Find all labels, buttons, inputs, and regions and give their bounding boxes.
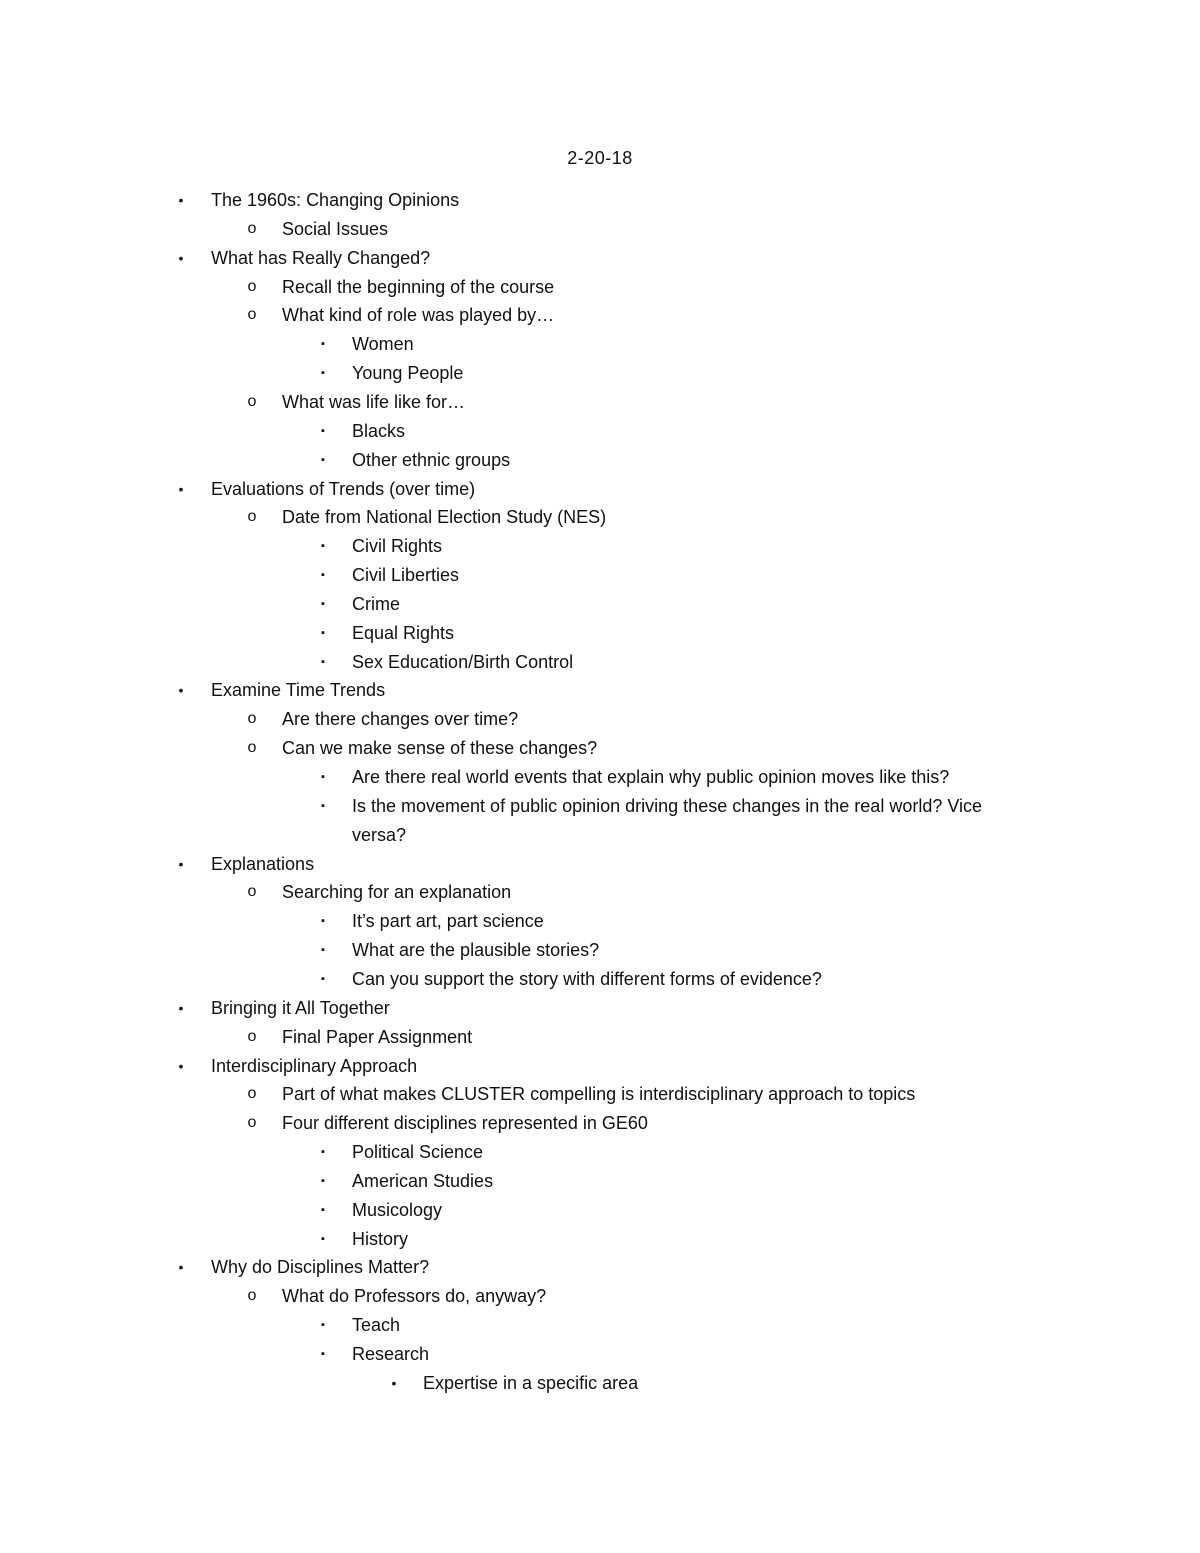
outline-item-level-2: [0, 1138, 1000, 1166]
bullet-marker: ▪: [321, 454, 325, 466]
bullet-marker: ▪: [321, 627, 325, 639]
outline-item-text: Explanations: [211, 854, 315, 874]
outline-item-level-2: [0, 965, 1000, 993]
outline-item-text: American Studies: [352, 1171, 494, 1191]
outline-item-level-0: [0, 676, 1000, 704]
bullet-marker: ▪: [321, 1348, 325, 1360]
bullet-marker: ▪: [321, 338, 325, 350]
bullet-marker: ▪: [321, 569, 325, 581]
outline-item-text: Research: [352, 1344, 430, 1364]
page-title: 2-20-18: [567, 148, 633, 168]
outline-item-level-2: [0, 330, 1000, 358]
outline-item-level-1: [0, 503, 1000, 531]
outline-item-text: versa?: [352, 825, 407, 845]
outline-item-text: Civil Liberties: [352, 565, 460, 585]
outline-item-level-2: [0, 417, 1000, 445]
outline-item-text: Evaluations of Trends (over time): [211, 479, 476, 499]
outline-item-level-0: [0, 244, 1000, 272]
outline-item-text: Is the movement of public opinion driving these changes in the real world? Vice: [352, 796, 983, 816]
outline-item-text: The 1960s: Changing Opinions: [211, 190, 460, 210]
outline-item-level-2: [0, 1167, 1000, 1195]
outline-item-text: Bringing it All Together: [211, 998, 390, 1018]
outline-item-text: What are the plausible stories?: [352, 940, 600, 960]
outline-item-level-2: [0, 590, 1000, 618]
bullet-marker: o: [247, 508, 257, 525]
outline-item-text: Blacks: [352, 421, 406, 441]
outline-item-text: Sex Education/Birth Control: [352, 652, 574, 672]
bullet-marker: o: [247, 306, 257, 323]
outline-item-text: Political Science: [352, 1142, 484, 1162]
bullet-marker: ▪: [321, 656, 325, 668]
bullet-marker: o: [247, 1287, 257, 1304]
outline-item-text: History: [352, 1229, 409, 1249]
outline-item-level-1: [0, 273, 1000, 301]
outline-item-level-2: [0, 821, 1000, 849]
outline-item-level-0: [0, 994, 1000, 1022]
outline-item-level-0: [0, 1253, 1000, 1281]
bullet-marker: •: [178, 856, 184, 872]
outline-item-level-1: [0, 878, 1000, 906]
outline-item-text: Are there real world events that explain why public opinion moves like this?: [352, 767, 950, 787]
outline-item-level-0: [0, 1052, 1000, 1080]
outline-item-level-1: [0, 1023, 1000, 1051]
outline-item-text: Civil Rights: [352, 536, 443, 556]
bullet-marker: o: [247, 278, 257, 295]
bullet-marker: •: [178, 481, 184, 497]
outline-item-text: What do Professors do, anyway?: [282, 1286, 547, 1306]
outline-item-level-0: [0, 186, 1000, 214]
outline-item-text: It’s part art, part science: [352, 911, 544, 931]
outline-item-text: Equal Rights: [352, 623, 455, 643]
outline-item-level-1: [0, 734, 1000, 762]
outline-item-level-0: [0, 475, 1000, 503]
bullet-marker: ▪: [321, 425, 325, 437]
bullet-marker: •: [178, 1000, 184, 1016]
bullet-marker: •: [178, 1259, 184, 1275]
outline-item-level-2: [0, 648, 1000, 676]
bullet-marker: o: [247, 710, 257, 727]
bullet-marker: ▪: [321, 598, 325, 610]
outline-item-level-0: [0, 850, 1000, 878]
bullet-marker: ▪: [321, 1175, 325, 1187]
bullet-marker: ▪: [321, 1204, 325, 1216]
outline-item-text: What kind of role was played by…: [282, 305, 555, 325]
bullet-marker: o: [247, 739, 257, 756]
outline-item-level-2: [0, 561, 1000, 589]
outline-item-level-2: [0, 359, 1000, 387]
outline-item-level-1: [0, 301, 1000, 329]
outline-item-level-2: [0, 446, 1000, 474]
bullet-marker: •: [178, 682, 184, 698]
outline-item-level-2: [0, 907, 1000, 935]
outline-item-text: Teach: [352, 1315, 401, 1335]
outline-item-level-2: [0, 1225, 1000, 1253]
outline-item-text: Final Paper Assignment: [282, 1027, 473, 1047]
outline-item-text: Other ethnic groups: [352, 450, 511, 470]
bullet-marker: •: [391, 1375, 397, 1391]
bullet-marker: •: [178, 192, 184, 208]
outline-item-text: Social Issues: [282, 219, 389, 239]
bullet-marker: ▪: [321, 800, 325, 812]
outline-item-text: Crime: [352, 594, 400, 614]
bullet-marker: ▪: [321, 973, 325, 985]
outline-item-text: What has Really Changed?: [211, 248, 431, 268]
outline-item-level-2: [0, 792, 1000, 820]
bullet-marker: o: [247, 220, 257, 237]
bullet-marker: o: [247, 883, 257, 900]
outline-item-text: Can we make sense of these changes?: [282, 738, 598, 758]
outline-item-text: Searching for an explanation: [282, 882, 512, 902]
outline-item-text: Recall the beginning of the course: [282, 277, 555, 297]
bullet-marker: ▪: [321, 944, 325, 956]
outline-item-text: Can you support the story with different forms of evidence?: [352, 969, 822, 989]
bullet-marker: o: [247, 1114, 257, 1131]
bullet-marker: ▪: [321, 915, 325, 927]
outline-item-level-1: [0, 215, 1000, 243]
outline-item-text: What was life like for…: [282, 392, 466, 412]
outline-item-text: Four different disciplines represented in GE60: [282, 1113, 648, 1133]
outline-item-text: Part of what makes CLUSTER compelling is interdisciplinary approach to topics: [282, 1084, 916, 1104]
bullet-marker: o: [247, 1028, 257, 1045]
outline-item-text: Date from National Election Study (NES): [282, 507, 607, 527]
bullet-marker: ▪: [321, 540, 325, 552]
bullet-marker: ▪: [321, 1233, 325, 1245]
outline-item-text: Musicology: [352, 1200, 443, 1220]
outline-item-level-3: [0, 1369, 1000, 1397]
bullet-marker: •: [178, 1058, 184, 1074]
bullet-marker: •: [178, 250, 184, 266]
outline-item-text: Women: [352, 334, 414, 354]
bullet-marker: ▪: [321, 1319, 325, 1331]
outline-item-level-2: [0, 1196, 1000, 1224]
outline-item-level-1: [0, 1282, 1000, 1310]
outline-item-level-2: [0, 936, 1000, 964]
outline-item-text: Why do Disciplines Matter?: [211, 1257, 430, 1277]
outline-item-level-1: [0, 1080, 1000, 1108]
outline-item-level-1: [0, 388, 1000, 416]
bullet-marker: ▪: [321, 1146, 325, 1158]
bullet-marker: ▪: [321, 367, 325, 379]
outline-item-text: Young People: [352, 363, 464, 383]
outline-item-text: Expertise in a specific area: [423, 1373, 639, 1393]
outline-item-level-1: [0, 705, 1000, 733]
outline-item-level-1: [0, 1109, 1000, 1137]
outline-item-level-2: [0, 619, 1000, 647]
outline-item-text: Examine Time Trends: [211, 680, 386, 700]
outline-item-level-2: [0, 1311, 1000, 1339]
outline-item-text: Interdisciplinary Approach: [211, 1056, 418, 1076]
outline-item-level-2: [0, 763, 1000, 791]
bullet-marker: o: [247, 1085, 257, 1102]
outline-item-level-2: [0, 532, 1000, 560]
bullet-marker: ▪: [321, 771, 325, 783]
outline-item-text: Are there changes over time?: [282, 709, 519, 729]
outline-item-level-2: [0, 1340, 1000, 1368]
bullet-marker: o: [247, 393, 257, 410]
